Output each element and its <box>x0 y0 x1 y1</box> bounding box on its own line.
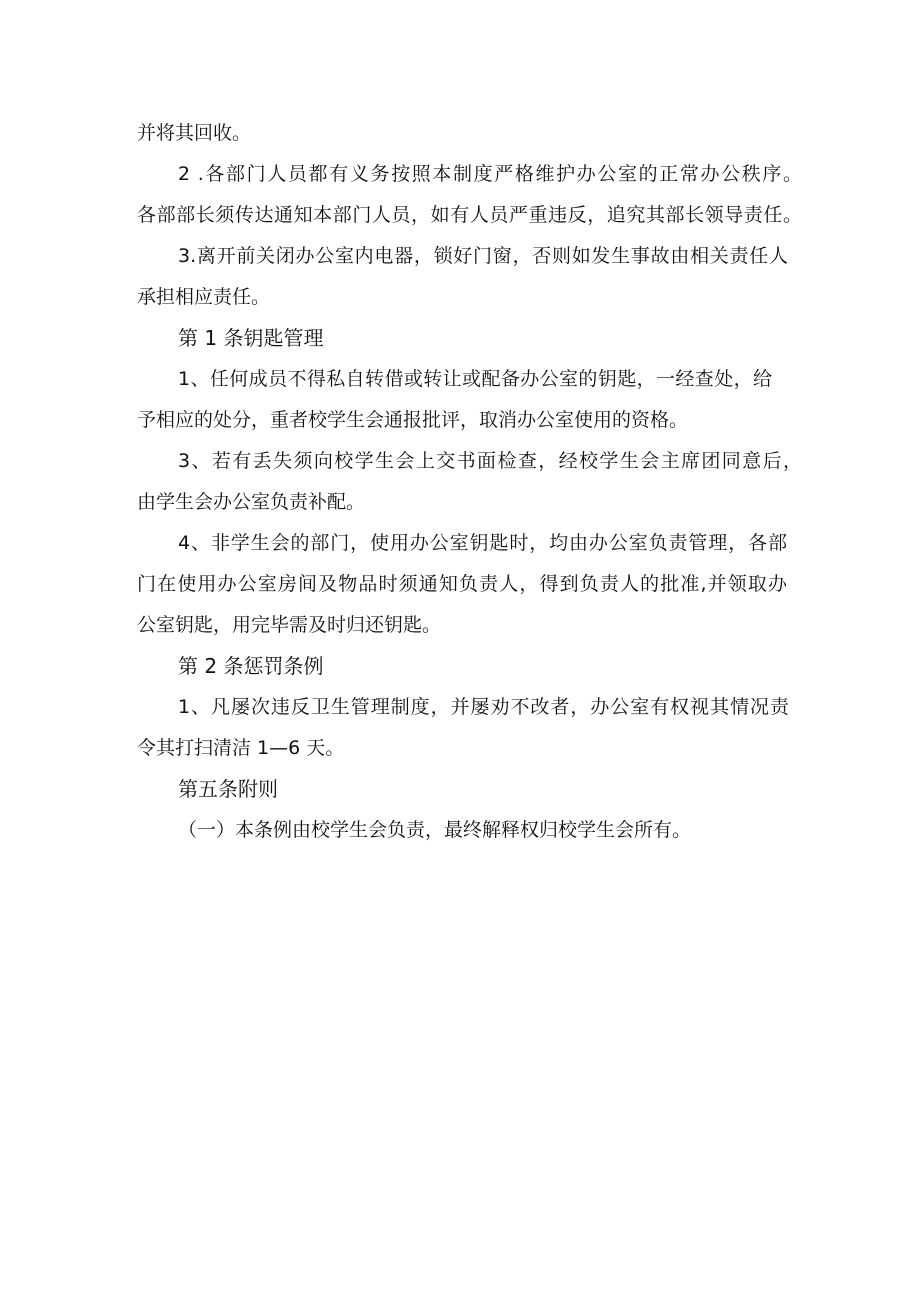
section-heading: 第五条附则 <box>178 777 278 801</box>
text-line: 3、若有丢失须向校学生会上交书面检查，经校学生会主席团同意后， <box>178 450 802 472</box>
section-heading: 第 2 条惩罚条例 <box>178 654 324 678</box>
text-line: （一）本条例由校学生会负责，最终解释权归校学生会所有。 <box>178 819 692 841</box>
text-line: 2 .各部门人员都有义务按照本制度严格维护办公室的正常办公秩序。 <box>178 163 802 185</box>
text-line: 公室钥匙，用完毕需及时归还钥匙。 <box>137 614 442 636</box>
text-line: 令其打扫清洁 1—6 天。 <box>137 737 345 759</box>
text-line: 3.离开前关闭办公室内电器，锁好门窗，否则如发生事故由相关责任人 <box>178 245 788 267</box>
text-line: 承担相应责任。 <box>137 286 271 308</box>
section-heading: 第 1 条钥匙管理 <box>178 326 324 350</box>
text-line: 予相应的处分，重者校学生会通报批评，取消办公室使用的资格。 <box>137 409 689 431</box>
text-line: 1、凡屡次违反卫生管理制度，并屡劝不改者，办公室有权视其情况责 <box>178 696 789 718</box>
text-line: 各部部长须传达通知本部门人员，如有人员严重违反，追究其部长领导责任。 <box>137 204 802 226</box>
text-line: 1、任何成员不得私自转借或转让或配备办公室的钥匙，一经查处，给 <box>178 368 772 390</box>
text-line: 门在使用办公室房间及物品时须通知负责人，得到负责人的批准,并领取办 <box>137 573 787 595</box>
text-line: 由学生会办公室负责补配。 <box>137 491 366 513</box>
text-line: 并将其回收。 <box>137 122 252 144</box>
text-line: 4、非学生会的部门，使用办公室钥匙时，均由办公室负责管理，各部 <box>178 532 787 554</box>
